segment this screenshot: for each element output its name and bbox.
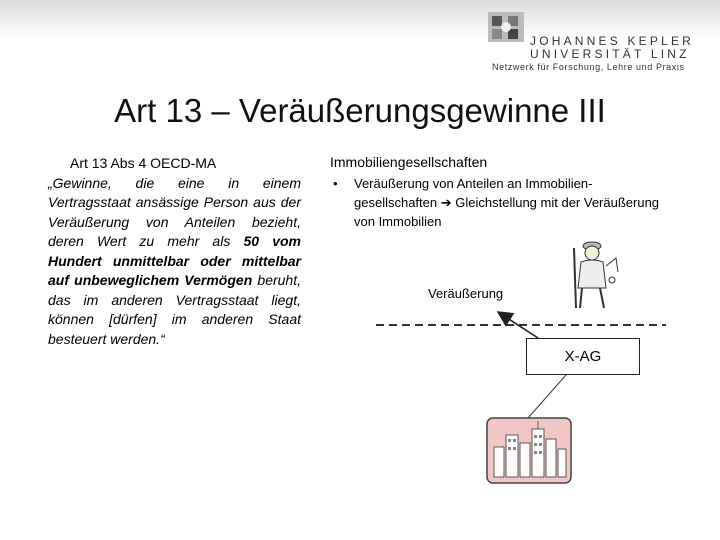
logo-tagline: Netzwerk für Forschung, Lehre und Praxis: [492, 62, 685, 72]
quote-text-start: „Gewinne, die eine in einem Vertragsstaat ansässige Person aus der Veräußerung von Anteilen bezieht, deren Wert zu mehr als: [48, 174, 301, 249]
sale-label: Veräußerung: [428, 286, 504, 301]
bullet-text-end: Gleichstellung mit der Veräußerung von Immobilien: [354, 195, 660, 229]
section-heading: Immobiliengesellschaften: [330, 154, 488, 170]
right-arrow-icon: ➔: [440, 195, 452, 210]
company-label: X-AG: [564, 348, 602, 365]
bullet-text-start: Veräußerung von Anteilen an Immobilien-gesellschaften: [354, 176, 593, 210]
bullet-marker: •: [333, 176, 338, 191]
logo-text-name: JOHANNES KEPLER: [530, 34, 695, 48]
quote-bold-text: 50 vom Hundert unmittelbar oder mittelbar auf unbeweglichem Vermögen: [48, 233, 302, 288]
connector-line: [528, 375, 566, 418]
shareholder-figure-icon: [568, 238, 620, 312]
company-box: [526, 338, 640, 375]
logo-text-university: UNIVERSITÄT LINZ: [530, 47, 690, 61]
real-estate-building-icon: [486, 417, 572, 484]
quote-text-end: beruht, das im anderen Vertragsstaat liegt, können [dürfen] im anderen Staat besteuert werden.“: [48, 272, 301, 347]
article-reference: Art 13 Abs 4 OECD-MA: [70, 155, 217, 171]
slide-title: Art 13 – Veräußerungsgewinne III: [114, 92, 606, 129]
